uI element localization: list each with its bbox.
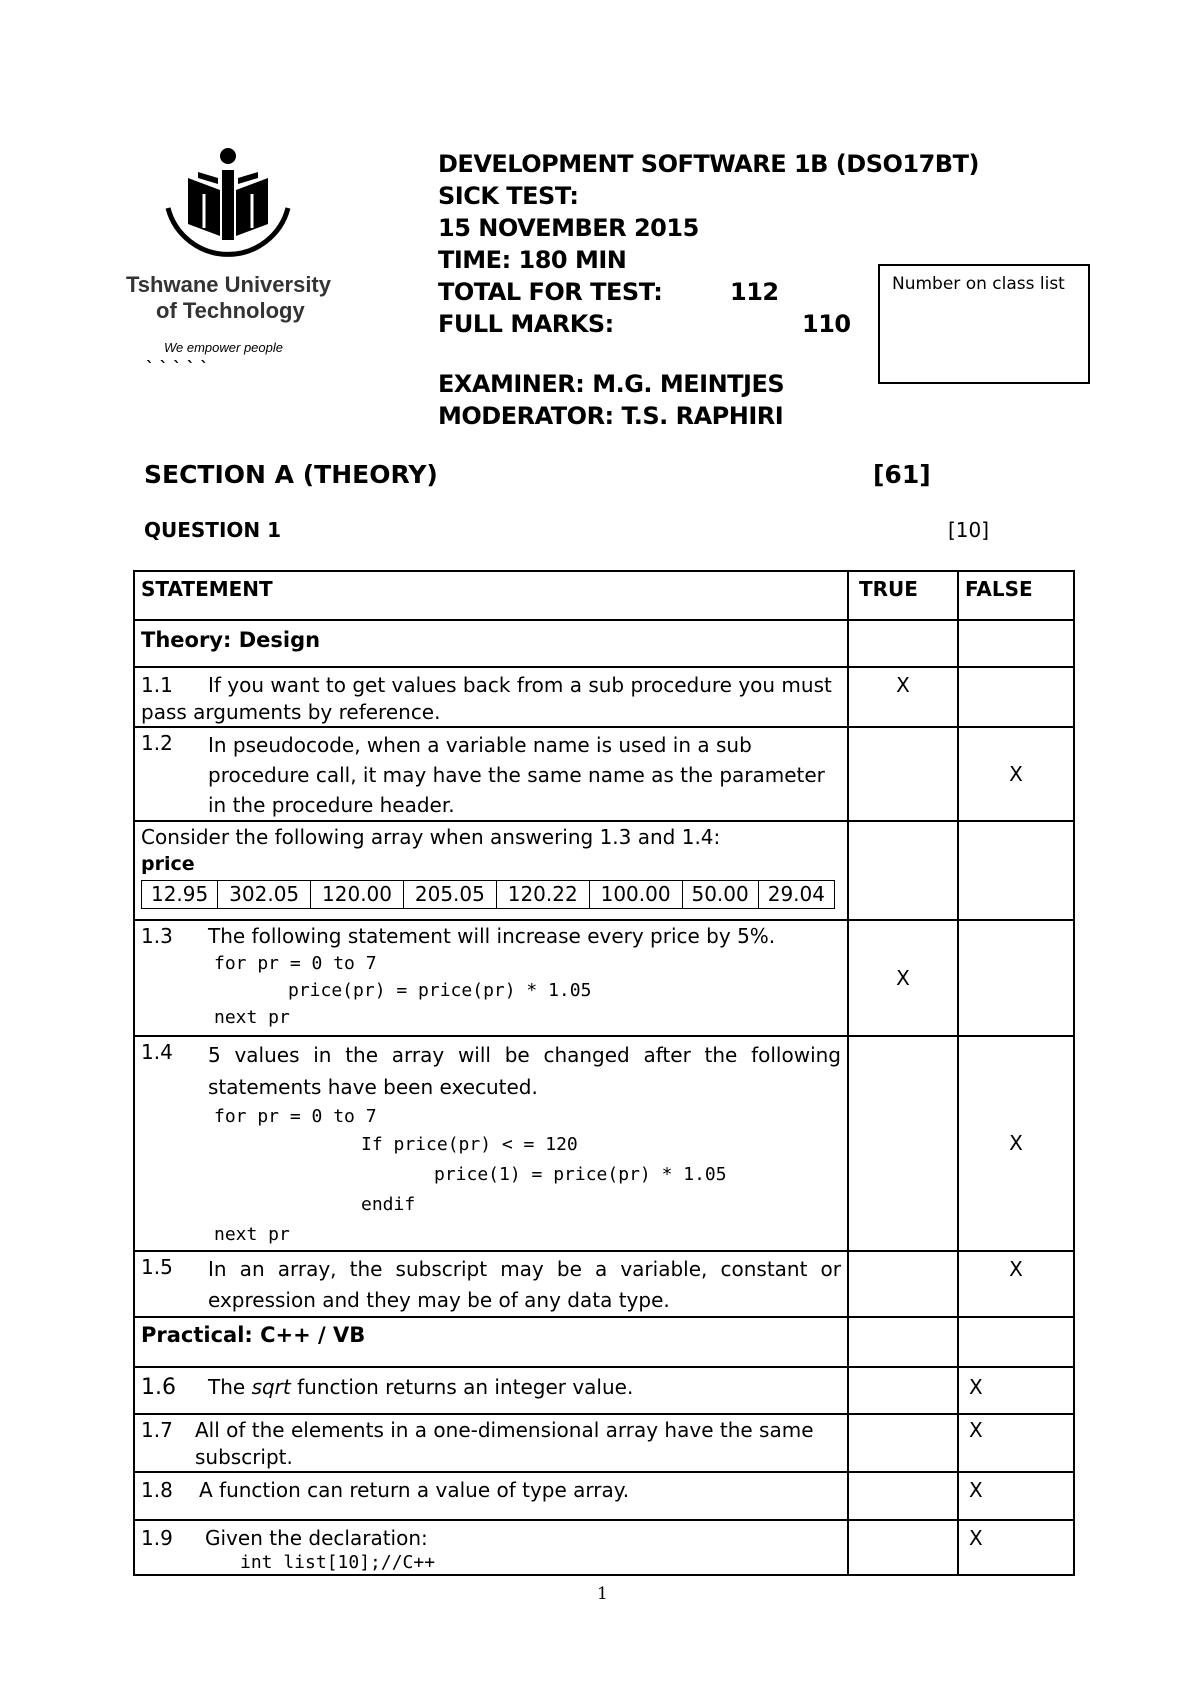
q-text: Given the declaration: (205, 1526, 428, 1550)
header-statement: STATEMENT (134, 571, 848, 620)
answer-false-mark[interactable]: X (958, 727, 1074, 821)
total-value: 112 (730, 278, 779, 306)
array-cell: 205.05 (403, 881, 496, 909)
array-cell: 120.00 (311, 881, 404, 909)
answer-true-cell[interactable] (848, 1472, 958, 1520)
group-theory-label: Theory: Design (134, 620, 848, 667)
array-name: price (141, 853, 195, 875)
answer-true-cell[interactable] (848, 1036, 958, 1251)
q-text-pre: The (208, 1375, 252, 1399)
header-false: FALSE (958, 571, 1074, 620)
answer-false-mark[interactable]: X (958, 1251, 1074, 1317)
section-marks: [61] (873, 460, 931, 489)
answer-true-cell[interactable] (848, 1414, 958, 1472)
table-header-row (134, 571, 1074, 620)
q-num: 1.8 (141, 1478, 173, 1502)
group-row-practical (134, 1317, 1074, 1367)
section-title: SECTION A (THEORY) (144, 460, 438, 489)
examiner: EXAMINER: M.G. MEINTJES (438, 370, 785, 398)
table-row (134, 1520, 1074, 1575)
q-text: In an array, the subscript may be a variable, constant or expression and they may be of any data type. (208, 1257, 841, 1312)
table-row (134, 1472, 1074, 1520)
code-line: price(pr) = price(pr) * 1.05 (288, 980, 592, 1001)
moderator: MODERATOR: T.S. RAPHIRI (438, 402, 784, 430)
q-text: If you want to get values back from a sub procedure you must pass arguments by reference. (141, 673, 832, 724)
logo-emblem-icon (118, 148, 338, 258)
q-num: 1.4 (141, 1040, 173, 1064)
table-row (134, 1367, 1074, 1414)
logo-tagline: We empower people (164, 340, 283, 355)
test-type: SICK TEST: (438, 182, 579, 210)
total-label: TOTAL FOR TEST: (438, 278, 663, 306)
question-marks: [10] (948, 518, 990, 542)
array-row (134, 821, 1074, 920)
table-row (134, 1036, 1074, 1251)
array-cell: 29.04 (758, 881, 834, 909)
code-line: price(1) = price(pr) * 1.05 (434, 1164, 727, 1185)
logo-name-line2: of Technology (156, 298, 305, 323)
q-num: 1.7 (141, 1418, 173, 1442)
q-num: 1.2 (141, 731, 173, 755)
full-marks-label: FULL MARKS: (438, 310, 614, 338)
q-text-italic: sqrt (251, 1375, 291, 1399)
table-row (134, 727, 1074, 821)
q-text: The following statement will increase every price by 5%. (208, 924, 776, 948)
array-cell: 50.00 (682, 881, 758, 909)
header-true: TRUE (848, 571, 958, 620)
answer-false-cell[interactable] (958, 920, 1074, 1036)
q-num: 1.9 (141, 1526, 173, 1550)
answer-true-cell[interactable] (848, 1251, 958, 1317)
q-text: In pseudocode, when a variable name is used in a sub procedure call, it may have the same name as the parameter in the procedure header. (208, 733, 825, 817)
course-title: DEVELOPMENT SOFTWARE 1B (DSO17BT) (438, 150, 979, 178)
q-text: All of the elements in a one-dimensional array have the same subscript. (195, 1418, 814, 1469)
answer-true-mark[interactable]: X (848, 667, 958, 727)
q-num: 1.1 (141, 673, 173, 697)
answer-false-cell[interactable] (958, 667, 1074, 727)
price-array (141, 880, 835, 909)
answer-false-mark[interactable]: X (958, 1520, 1074, 1575)
logo-name-line1: Tshwane University (126, 272, 331, 297)
array-cell: 120.22 (496, 881, 589, 909)
class-list-label: Number on class list (892, 274, 1065, 294)
test-date: 15 NOVEMBER 2015 (438, 214, 699, 242)
answer-false-mark[interactable]: X (958, 1036, 1074, 1251)
code-line: If price(pr) < = 120 (361, 1134, 578, 1155)
page-number: 1 (597, 1584, 608, 1604)
array-cell: 302.05 (218, 881, 311, 909)
question-title: QUESTION 1 (144, 518, 282, 542)
array-cell: 100.00 (589, 881, 682, 909)
university-logo (118, 148, 338, 378)
answer-true-cell[interactable] (848, 1520, 958, 1575)
q-text-post: function returns an integer value. (290, 1375, 634, 1399)
answer-false-mark[interactable]: X (958, 1367, 1074, 1414)
answer-true-cell[interactable] (848, 727, 958, 821)
class-list-box[interactable] (878, 264, 1090, 384)
answer-false-mark[interactable]: X (958, 1414, 1074, 1472)
answer-false-mark[interactable]: X (958, 1472, 1074, 1520)
code-line: endif (361, 1194, 416, 1215)
q-num: 1.5 (141, 1255, 173, 1279)
code-line: for pr = 0 to 7 (214, 1106, 377, 1127)
logo-ticks: ` ` ` ` ` (146, 358, 209, 377)
answer-true-mark[interactable]: X (848, 920, 958, 1036)
full-marks-value: 110 (802, 310, 851, 338)
code-line: int list[10];//C++ (240, 1552, 436, 1573)
code-line: next pr (214, 1007, 290, 1028)
q-text: A function can return a value of type array. (199, 1478, 630, 1502)
code-line: for pr = 0 to 7 (214, 953, 377, 974)
table-row (134, 1414, 1074, 1472)
array-cell: 12.95 (142, 881, 218, 909)
answer-true-cell[interactable] (848, 1367, 958, 1414)
table-row (134, 1251, 1074, 1317)
table-row (134, 920, 1074, 1036)
table-row (134, 667, 1074, 727)
array-intro: Consider the following array when answering 1.3 and 1.4: (141, 825, 721, 849)
q-text: 5 values in the array will be changed after the following statements have been executed. (208, 1043, 841, 1099)
group-practical-label: Practical: C++ / VB (134, 1317, 848, 1367)
q-num: 1.3 (141, 924, 173, 948)
test-time: TIME: 180 MIN (438, 246, 627, 274)
question-table (133, 570, 1075, 1576)
q-num: 1.6 (141, 1375, 176, 1400)
code-line: next pr (214, 1224, 290, 1245)
group-row-theory (134, 620, 1074, 667)
